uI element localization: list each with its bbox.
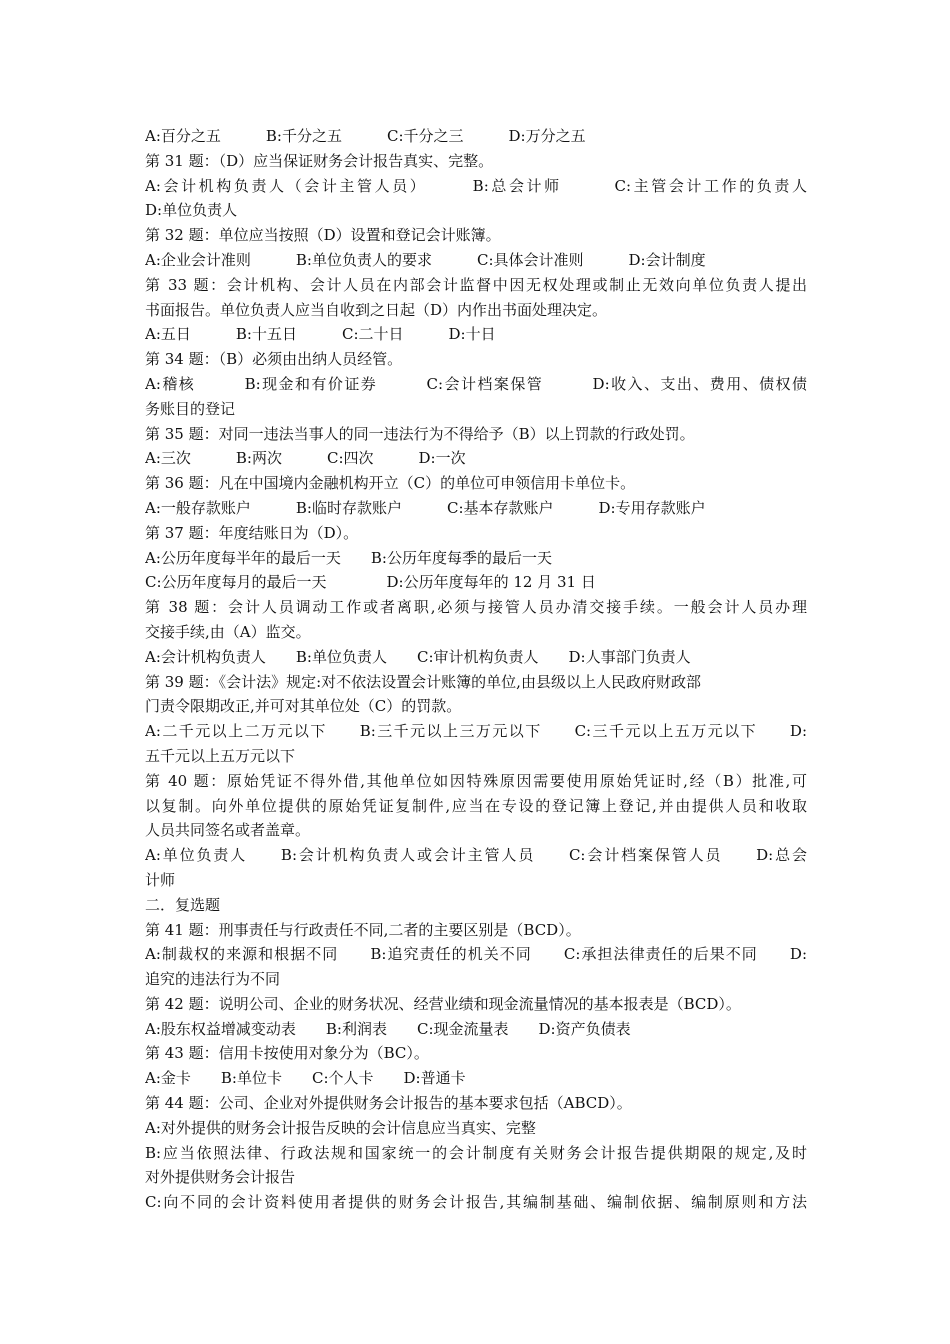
text-line: A:三次 B:两次 C:四次 D:一次 [145, 449, 466, 468]
text-line: A:百分之五 B:千分之五 C:千分之三 D:万分之五 [145, 127, 586, 145]
text-line: A:对外提供的财务会计报告反映的会计信息应当真实、完整 [145, 1118, 536, 1137]
question-42: 第 42 题：说明公司、企业的财务状况、经营业绩和现金流量情况的基本报表是（BCD）。 [145, 994, 741, 1013]
text-line: A:股东权益增减变动表 B:利润表 C:现金流量表 D:资产负债表 [145, 1019, 631, 1038]
text-line: A:稽核 B:现金和有价证券 C:会计档案保管 D:收入、支出、费用、债权债 [145, 374, 807, 393]
question-41: 第 41 题：刑事责任与行政责任不同,二者的主要区别是（BCD）。 [145, 920, 581, 939]
question-38: 第 38 题：会计人员调动工作或者离职,必须与接管人员办清交接手续。一般会计人员办理 [145, 598, 807, 617]
question-36: 第 36 题：凡在中国境内金融机构开立（C）的单位可申领信用卡单位卡。 [145, 474, 636, 493]
text-line: A:金卡 B:单位卡 C:个人卡 D:普通卡 [145, 1069, 466, 1088]
question-39: 第 39 题：《会计法》规定:对不依法设置会计账簿的单位,由县级以上人民政府财政部 [145, 672, 701, 691]
text-line: D:单位负责人 [145, 201, 238, 220]
question-31: 第 31 题：（D）应当保证财务会计报告真实、完整。 [145, 151, 494, 170]
text-line: C:公历年度每月的最后一天 D:公历年度每年的 12 月 31 日 [145, 573, 596, 592]
text-line: 交接手续,由（A）监交。 [145, 622, 311, 641]
text-line: A:企业会计准则 B:单位负责人的要求 C:具体会计准则 D:会计制度 [145, 250, 706, 269]
text-line: 人员共同签名或者盖章。 [145, 821, 311, 840]
document-body [145, 124, 807, 1215]
text-line: 门责令限期改正,并可对其单位处（C）的罚款。 [145, 697, 462, 716]
question-35: 第 35 题：对同一违法当事人的同一违法行为不得给予（B）以上罚款的行政处罚。 [145, 424, 695, 443]
section-heading: 二．复选题 [145, 895, 221, 914]
text-line: A:单位负责人 B:会计机构负责人或会计主管人员 C:会计档案保管人员 D:总会 [145, 846, 807, 865]
question-44: 第 44 题：公司、企业对外提供财务会计报告的基本要求包括（ABCD）。 [145, 1094, 632, 1113]
text-line: B:应当依照法律、行政法规和国家统一的会计制度有关财务会计报告提供期限的规定,及时 [145, 1143, 807, 1162]
text-line: 务账目的登记 [145, 399, 236, 418]
text-line: C:向不同的会计资料使用者提供的财务会计报告,其编制基础、编制依据、编制原则和方法 [145, 1193, 807, 1212]
text-line: A:制裁权的来源和根据不同 B:追究责任的机关不同 C:承担法律责任的后果不同 D: [145, 945, 807, 964]
text-line: 对外提供财务会计报告 [145, 1168, 296, 1187]
text-line: 计师 [145, 870, 176, 889]
question-32: 第 32 题：单位应当按照（D）设置和登记会计账簿。 [145, 226, 501, 245]
question-43: 第 43 题：信用卡按使用对象分为（BC）。 [145, 1044, 429, 1063]
text-line: A:一般存款账户 B:临时存款账户 C:基本存款账户 D:专用存款账户 [145, 498, 706, 517]
question-40: 第 40 题：原始凭证不得外借,其他单位如因特殊原因需要使用原始凭证时,经（B）批准,可 [145, 771, 807, 790]
question-37: 第 37 题：年度结账日为（D）。 [145, 523, 359, 542]
text-line: 书面报告。单位负责人应当自收到之日起（D）内作出书面处理决定。 [145, 300, 608, 319]
text-line: A:会计机构负责人（会计主管人员） B:总会计师 C:主管会计工作的负责人 [145, 176, 807, 195]
text-line: A:二千元以上二万元以下 B:三千元以上三万元以下 C:三千元以上五万元以下 D: [145, 722, 807, 741]
text-line: A:会计机构负责人 B:单位负责人 C:审计机构负责人 D:人事部门负责人 [145, 647, 691, 666]
text-line: 以复制。向外单位提供的原始凭证复制件,应当在专设的登记簿上登记,并由提供人员和收取 [145, 796, 807, 815]
text-line: A:公历年度每半年的最后一天 B:公历年度每季的最后一天 [145, 548, 552, 567]
question-34: 第 34 题：（B）必须由出纳人员经管。 [145, 350, 403, 369]
text-line: 追究的违法行为不同 [145, 970, 281, 989]
text-line: A:五日 B:十五日 C:二十日 D:十日 [145, 325, 496, 344]
text-line: 五千元以上五万元以下 [145, 746, 296, 765]
question-33: 第 33 题：会计机构、会计人员在内部会计监督中因无权处理或制止无效向单位负责人提出 [145, 275, 807, 294]
